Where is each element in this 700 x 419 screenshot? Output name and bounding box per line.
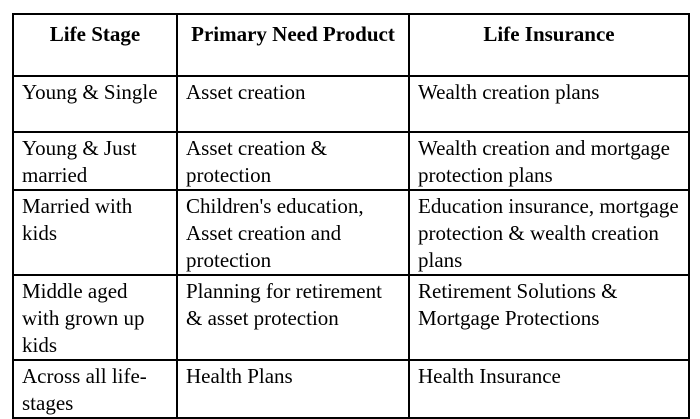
- cell-life-insurance: Wealth creation plans: [409, 76, 689, 132]
- table-row: [13, 360, 689, 418]
- life-stage-table: [12, 13, 690, 419]
- cell-life-stage: Young & Just married: [13, 132, 177, 190]
- table-header: [13, 14, 689, 76]
- header-life-insurance: Life Insurance: [409, 14, 689, 76]
- table-row: [13, 76, 689, 132]
- cell-primary-need: Asset creation: [177, 76, 409, 132]
- table-body: [13, 76, 689, 418]
- table-row: [13, 132, 689, 190]
- cell-life-stage: Young & Single: [13, 76, 177, 132]
- cell-life-insurance: Education insurance, mortgage protection & wealth creation plans: [409, 190, 689, 275]
- table-row: [13, 275, 689, 360]
- cell-primary-need: Children's education, Asset creation and protection: [177, 190, 409, 275]
- cell-life-stage: Middle aged with grown up kids: [13, 275, 177, 360]
- cell-life-stage: Across all life-stages: [13, 360, 177, 418]
- cell-life-insurance: Wealth creation and mortgage protection plans: [409, 132, 689, 190]
- cell-life-insurance: Retirement Solutions & Mortgage Protections: [409, 275, 689, 360]
- cell-life-insurance: Health Insurance: [409, 360, 689, 418]
- header-life-stage: Life Stage: [13, 14, 177, 76]
- header-row: [13, 14, 689, 76]
- cell-primary-need: Health Plans: [177, 360, 409, 418]
- cell-life-stage: Married with kids: [13, 190, 177, 275]
- table-row: [13, 190, 689, 275]
- cell-primary-need: Planning for retirement & asset protection: [177, 275, 409, 360]
- cell-primary-need: Asset creation & protection: [177, 132, 409, 190]
- header-primary-need-product: Primary Need Product: [177, 14, 409, 76]
